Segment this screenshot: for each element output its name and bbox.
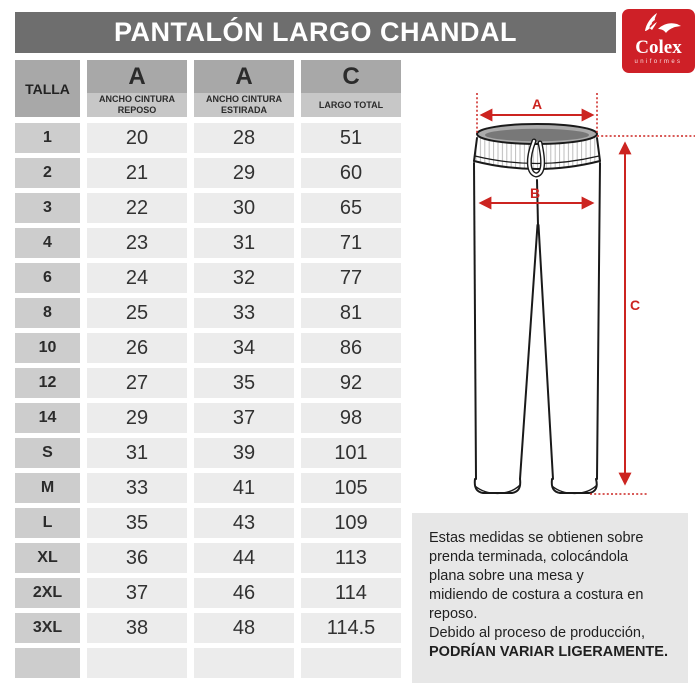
note-lines	[429, 529, 680, 643]
note-bold-line: PODRÍAN VARIAR LIGERAMENTE.	[429, 644, 668, 660]
value-cell: 31	[87, 438, 187, 468]
note-line: prenda terminada, colocándola	[429, 549, 629, 565]
size-label-cell: 14	[15, 403, 80, 433]
value-cell: 21	[87, 158, 187, 188]
value-cell: 30	[194, 193, 294, 223]
size-label-cell: 8	[15, 298, 80, 328]
note-line: Estas medidas se obtienen sobre	[429, 530, 644, 546]
value-cell: 81	[301, 298, 401, 328]
value-cell: 60	[301, 158, 401, 188]
value-cell	[194, 648, 294, 678]
col-header-largo-total: C LARGO TOTAL	[301, 60, 401, 117]
value-cell: 98	[301, 403, 401, 433]
value-cell: 44	[194, 543, 294, 573]
table-row	[15, 228, 401, 258]
value-cell: 51	[301, 123, 401, 153]
logo-subtitle-text: uniformes	[634, 59, 683, 65]
label-c: C	[629, 297, 641, 313]
colex-logo	[622, 9, 695, 73]
table-row	[15, 123, 401, 153]
size-label-cell: 1	[15, 123, 80, 153]
value-cell: 101	[301, 438, 401, 468]
value-cell	[301, 648, 401, 678]
value-cell: 31	[194, 228, 294, 258]
size-label-cell: 3	[15, 193, 80, 223]
col-header-ancho-reposo: A ANCHO CINTURA REPOSO	[87, 60, 187, 117]
value-cell: 33	[87, 473, 187, 503]
value-cell: 109	[301, 508, 401, 538]
value-cell: 23	[87, 228, 187, 258]
size-label-cell: 4	[15, 228, 80, 258]
size-table-header	[15, 60, 401, 117]
value-cell: 35	[194, 368, 294, 398]
page-title: PANTALÓN LARGO CHANDAL	[15, 12, 616, 53]
value-cell: 39	[194, 438, 294, 468]
note-line: Debido al proceso de producción,	[429, 625, 646, 641]
table-row	[15, 403, 401, 433]
value-cell: 27	[87, 368, 187, 398]
table-row	[15, 158, 401, 188]
value-cell: 34	[194, 333, 294, 363]
note-line: reposo.	[429, 606, 478, 622]
table-row	[15, 473, 401, 503]
value-cell: 41	[194, 473, 294, 503]
value-cell: 29	[87, 403, 187, 433]
pants-measurement-diagram	[430, 85, 700, 510]
label-a: A	[531, 96, 543, 112]
value-cell: 32	[194, 263, 294, 293]
table-row	[15, 648, 401, 678]
size-label-cell: XL	[15, 543, 80, 573]
value-cell: 92	[301, 368, 401, 398]
col-header-talla: TALLA	[15, 60, 80, 117]
label-b: B	[529, 185, 541, 201]
size-label-cell: 3XL	[15, 613, 80, 643]
note-line: plana sobre una mesa y	[429, 568, 584, 584]
value-cell: 86	[301, 333, 401, 363]
size-label-cell: 6	[15, 263, 80, 293]
col-header-ancho-estirada: A ANCHO CINTURA ESTIRADA	[194, 60, 294, 117]
table-row	[15, 543, 401, 573]
value-cell: 22	[87, 193, 187, 223]
value-cell: 37	[194, 403, 294, 433]
table-row	[15, 298, 401, 328]
table-row	[15, 613, 401, 643]
value-cell: 77	[301, 263, 401, 293]
value-cell: 114.5	[301, 613, 401, 643]
size-table	[15, 60, 401, 683]
size-label-cell: 2XL	[15, 578, 80, 608]
value-cell: 35	[87, 508, 187, 538]
size-label-cell: 2	[15, 158, 80, 188]
value-cell: 20	[87, 123, 187, 153]
value-cell: 114	[301, 578, 401, 608]
size-label-cell: 10	[15, 333, 80, 363]
value-cell: 29	[194, 158, 294, 188]
table-row	[15, 508, 401, 538]
logo-brand-text: Colex	[635, 37, 682, 58]
table-row	[15, 368, 401, 398]
value-cell: 105	[301, 473, 401, 503]
value-cell: 37	[87, 578, 187, 608]
table-row	[15, 578, 401, 608]
value-cell	[87, 648, 187, 678]
size-table-body	[15, 123, 401, 678]
value-cell: 26	[87, 333, 187, 363]
table-row	[15, 193, 401, 223]
value-cell: 28	[194, 123, 294, 153]
value-cell: 65	[301, 193, 401, 223]
value-cell: 71	[301, 228, 401, 258]
size-label-cell: M	[15, 473, 80, 503]
table-row	[15, 263, 401, 293]
note-line: midiendo de costura a costura en	[429, 587, 644, 603]
value-cell: 36	[87, 543, 187, 573]
value-cell: 48	[194, 613, 294, 643]
size-label-cell: 12	[15, 368, 80, 398]
value-cell: 25	[87, 298, 187, 328]
value-cell: 33	[194, 298, 294, 328]
bird-icon	[636, 12, 682, 40]
measurement-note	[412, 513, 688, 683]
value-cell: 38	[87, 613, 187, 643]
size-label-cell: S	[15, 438, 80, 468]
table-row	[15, 333, 401, 363]
value-cell: 46	[194, 578, 294, 608]
value-cell: 113	[301, 543, 401, 573]
value-cell: 24	[87, 263, 187, 293]
size-label-cell: L	[15, 508, 80, 538]
size-label-cell	[15, 648, 80, 678]
table-row	[15, 438, 401, 468]
pants-outline	[474, 124, 600, 493]
value-cell: 43	[194, 508, 294, 538]
